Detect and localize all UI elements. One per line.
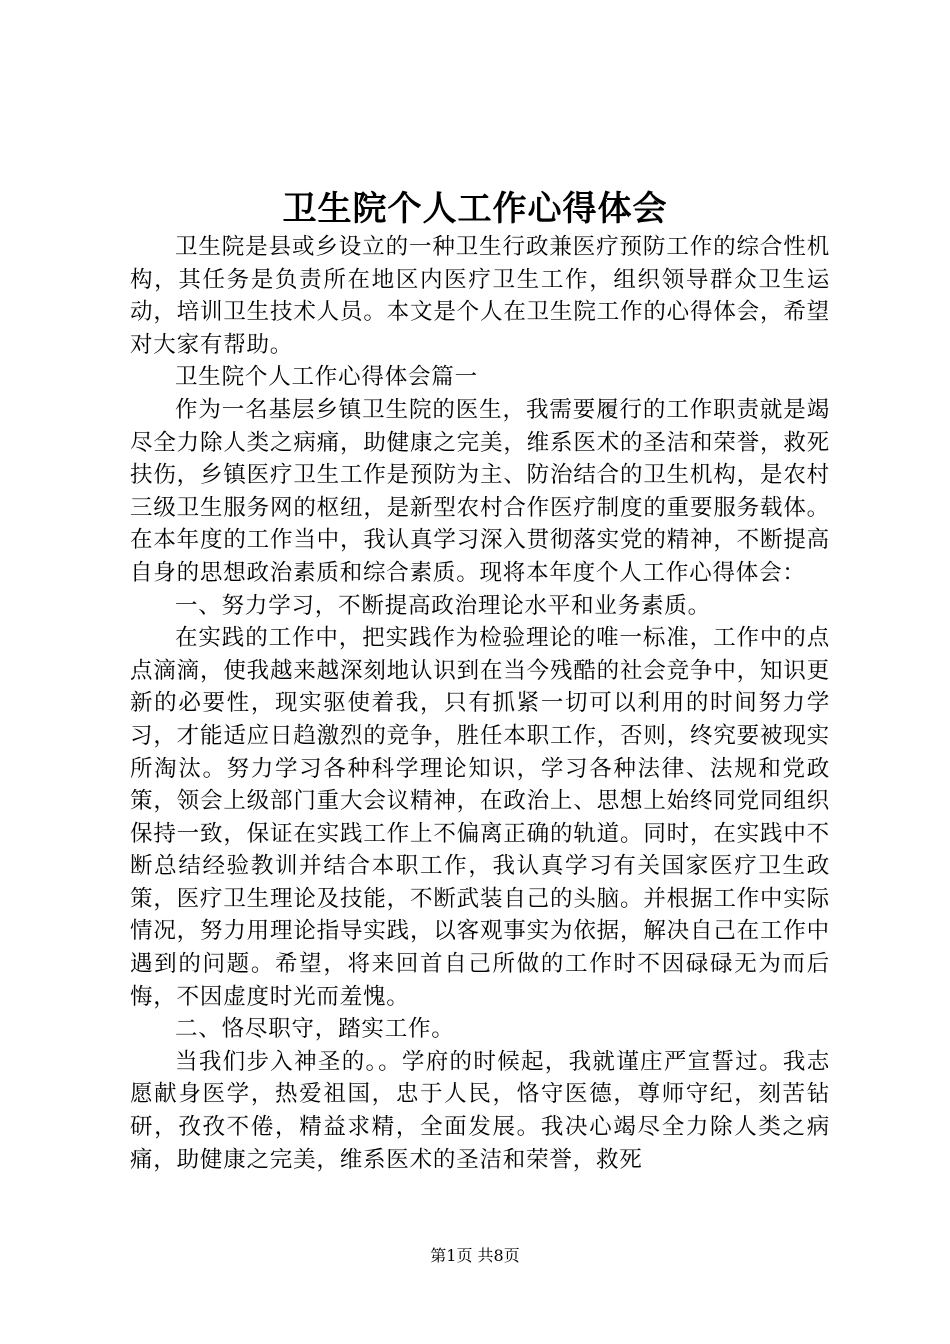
paragraph-oath: 当我们步入神圣的。。学府的时候起，我就谨庄严宣誓过。我志愿献身医学，热爱祖国，忠于人民，恪守医德，尊师守纪，刻苦钻研，孜孜不倦，精益求精，全面发展。我决心竭尽全力除人类之病痛，助健康之完美，维系医术的圣洁和荣誉，救死	[130, 1048, 830, 1173]
paragraph-section-heading: 卫生院个人工作心得体会篇一	[175, 364, 478, 391]
paragraph-heading-two: 二、恪尽职守，踏实工作。	[175, 1016, 455, 1043]
paragraph-intro: 卫生院是县或乡设立的一种卫生行政兼医疗预防工作的综合性机构，其任务是负责所在地区内医疗卫生工作，组织领导群众卫生运动，培训卫生技术人员。本文是个人在卫生院工作的心得体会，希望对大家有帮助。	[130, 234, 830, 358]
document-title: 卫生院个人工作心得体会	[282, 189, 668, 229]
paragraph-duties: 作为一名基层乡镇卫生院的医生，我需要履行的工作职责就是竭尽全力除人类之病痛，助健康之完美，维系医术的圣洁和荣誉，救死扶伤，乡镇医疗卫生工作是预防为主、防治结合的卫生机构，是农村三级卫生服务网的枢纽，是新型农村合作医疗制度的重要服务载体。在本年度的工作当中，我认真学习深入贯彻落实党的精神，不断提高自身的思想政治素质和综合素质。现将本年度个人工作心得体会：	[130, 396, 830, 586]
page-number: 第1页 共8页	[430, 1246, 520, 1265]
document-body	[130, 231, 830, 1176]
paragraph-heading-one: 一、努力学习，不断提高政治理论水平和业务素质。	[175, 592, 711, 619]
paragraph-study: 在实践的工作中，把实践作为检验理论的唯一标准，工作中的点点滴滴，使我越来越深刻地认识到在当今残酷的社会竞争中，知识更新的必要性，现实驱使着我，只有抓紧一切可以利用的时间努力学习，才能适应日趋激烈的竞争，胜任本职工作，否则，终究要被现实所淘汰。努力学习各种科学理论知识，学习各种法律、法规和党政策，领会上级部门重大会议精神，在政治上、思想上始终同党同组织保持一致，保证在实践工作上不偏离正确的轨道。同时，在实践中不断总结经验教训并结合本职工作，我认真学习有关国家医疗卫生政策，医疗卫生理论及技能，不断武装自己的头脑。并根据工作中实际情况，努力用理论指导实践，以客观事实为依据，解决自己在工作中遇到的问题。希望，将来回首自己所做的工作时不因碌碌无为而后悔，不因虚度时光而羞愧。	[130, 625, 830, 1010]
